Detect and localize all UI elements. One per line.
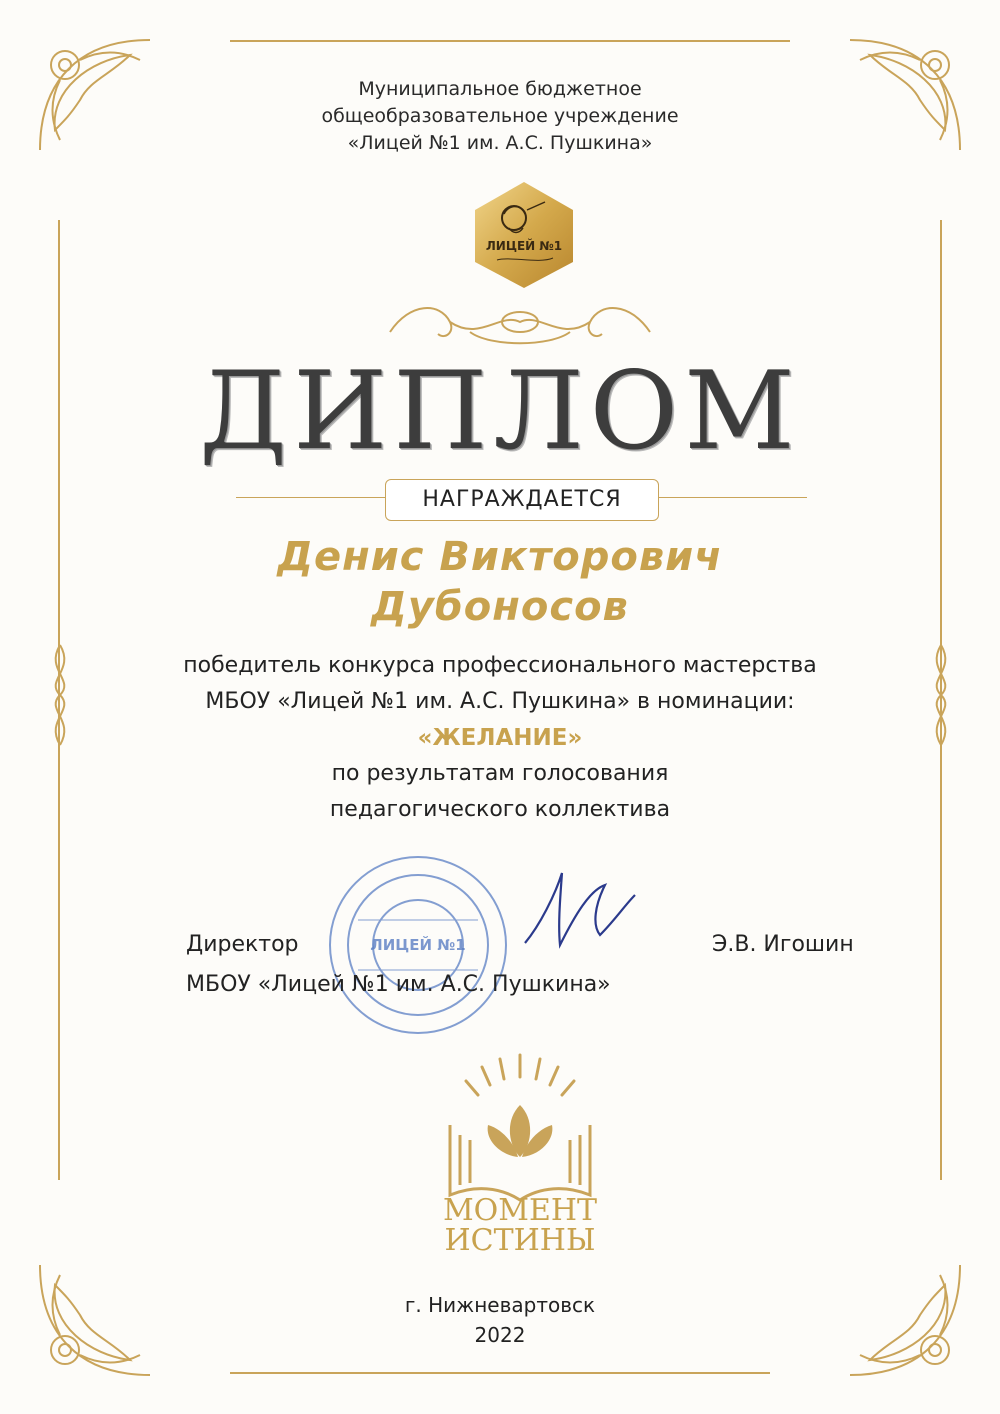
event-logo-text [400, 1193, 640, 1258]
nomination-title: «ЖЕЛАНИЕ» [417, 725, 583, 751]
year: 2022 [474, 1323, 526, 1347]
event-logo-line-2: ИСТИНЫ [444, 1223, 596, 1258]
organization-line-3: «Лицей №1 им. А.С. Пушкина» [347, 132, 653, 154]
city: г. Нижневартовск [404, 1293, 596, 1317]
awarded-label: НАГРАЖДАЕТСЯ [385, 479, 659, 521]
stamp-text: ЛИЦЕЙ №1 [370, 936, 466, 954]
description-line-3: по результатам голосования [331, 761, 669, 786]
recipient-name-line-1: Денис Викторович [277, 534, 723, 580]
signatory-position [186, 925, 611, 1005]
logo-text: ЛИЦЕЙ №1 [485, 239, 563, 253]
lyceum-logo [469, 180, 579, 290]
description-line-1: победитель конкурса профессионального мастерства [183, 653, 817, 678]
description-line-2: МБОУ «Лицей №1 им. А.С. Пушкина» в номинации: [205, 689, 795, 714]
description-line-4: педагогического коллектива [329, 797, 671, 822]
awarded-rule-right [657, 497, 807, 498]
title-ornament [380, 292, 660, 350]
signatory-position-line-1: Директор [186, 932, 299, 957]
signatory-position-line-2: МБОУ «Лицей №1 им. А.С. Пушкина» [186, 972, 611, 997]
award-description [0, 648, 1000, 828]
recipient-name-line-2: Дубоносов [371, 584, 629, 630]
frame-bottom-line [230, 1372, 770, 1374]
frame-top-line [230, 40, 790, 42]
organization-line-1: Муниципальное бюджетное [358, 78, 642, 100]
organization-header [0, 76, 1000, 157]
diploma-title: ДИПЛОМ [199, 349, 801, 474]
city-year [0, 1290, 1000, 1350]
organization-line-2: общеобразовательное учреждение [321, 105, 679, 127]
awarded-rule-left [236, 497, 386, 498]
signatory-name: Э.В. Игошин [712, 932, 854, 957]
event-logo-line-1: МОМЕНТ [442, 1193, 598, 1228]
recipient-name [0, 532, 1000, 632]
